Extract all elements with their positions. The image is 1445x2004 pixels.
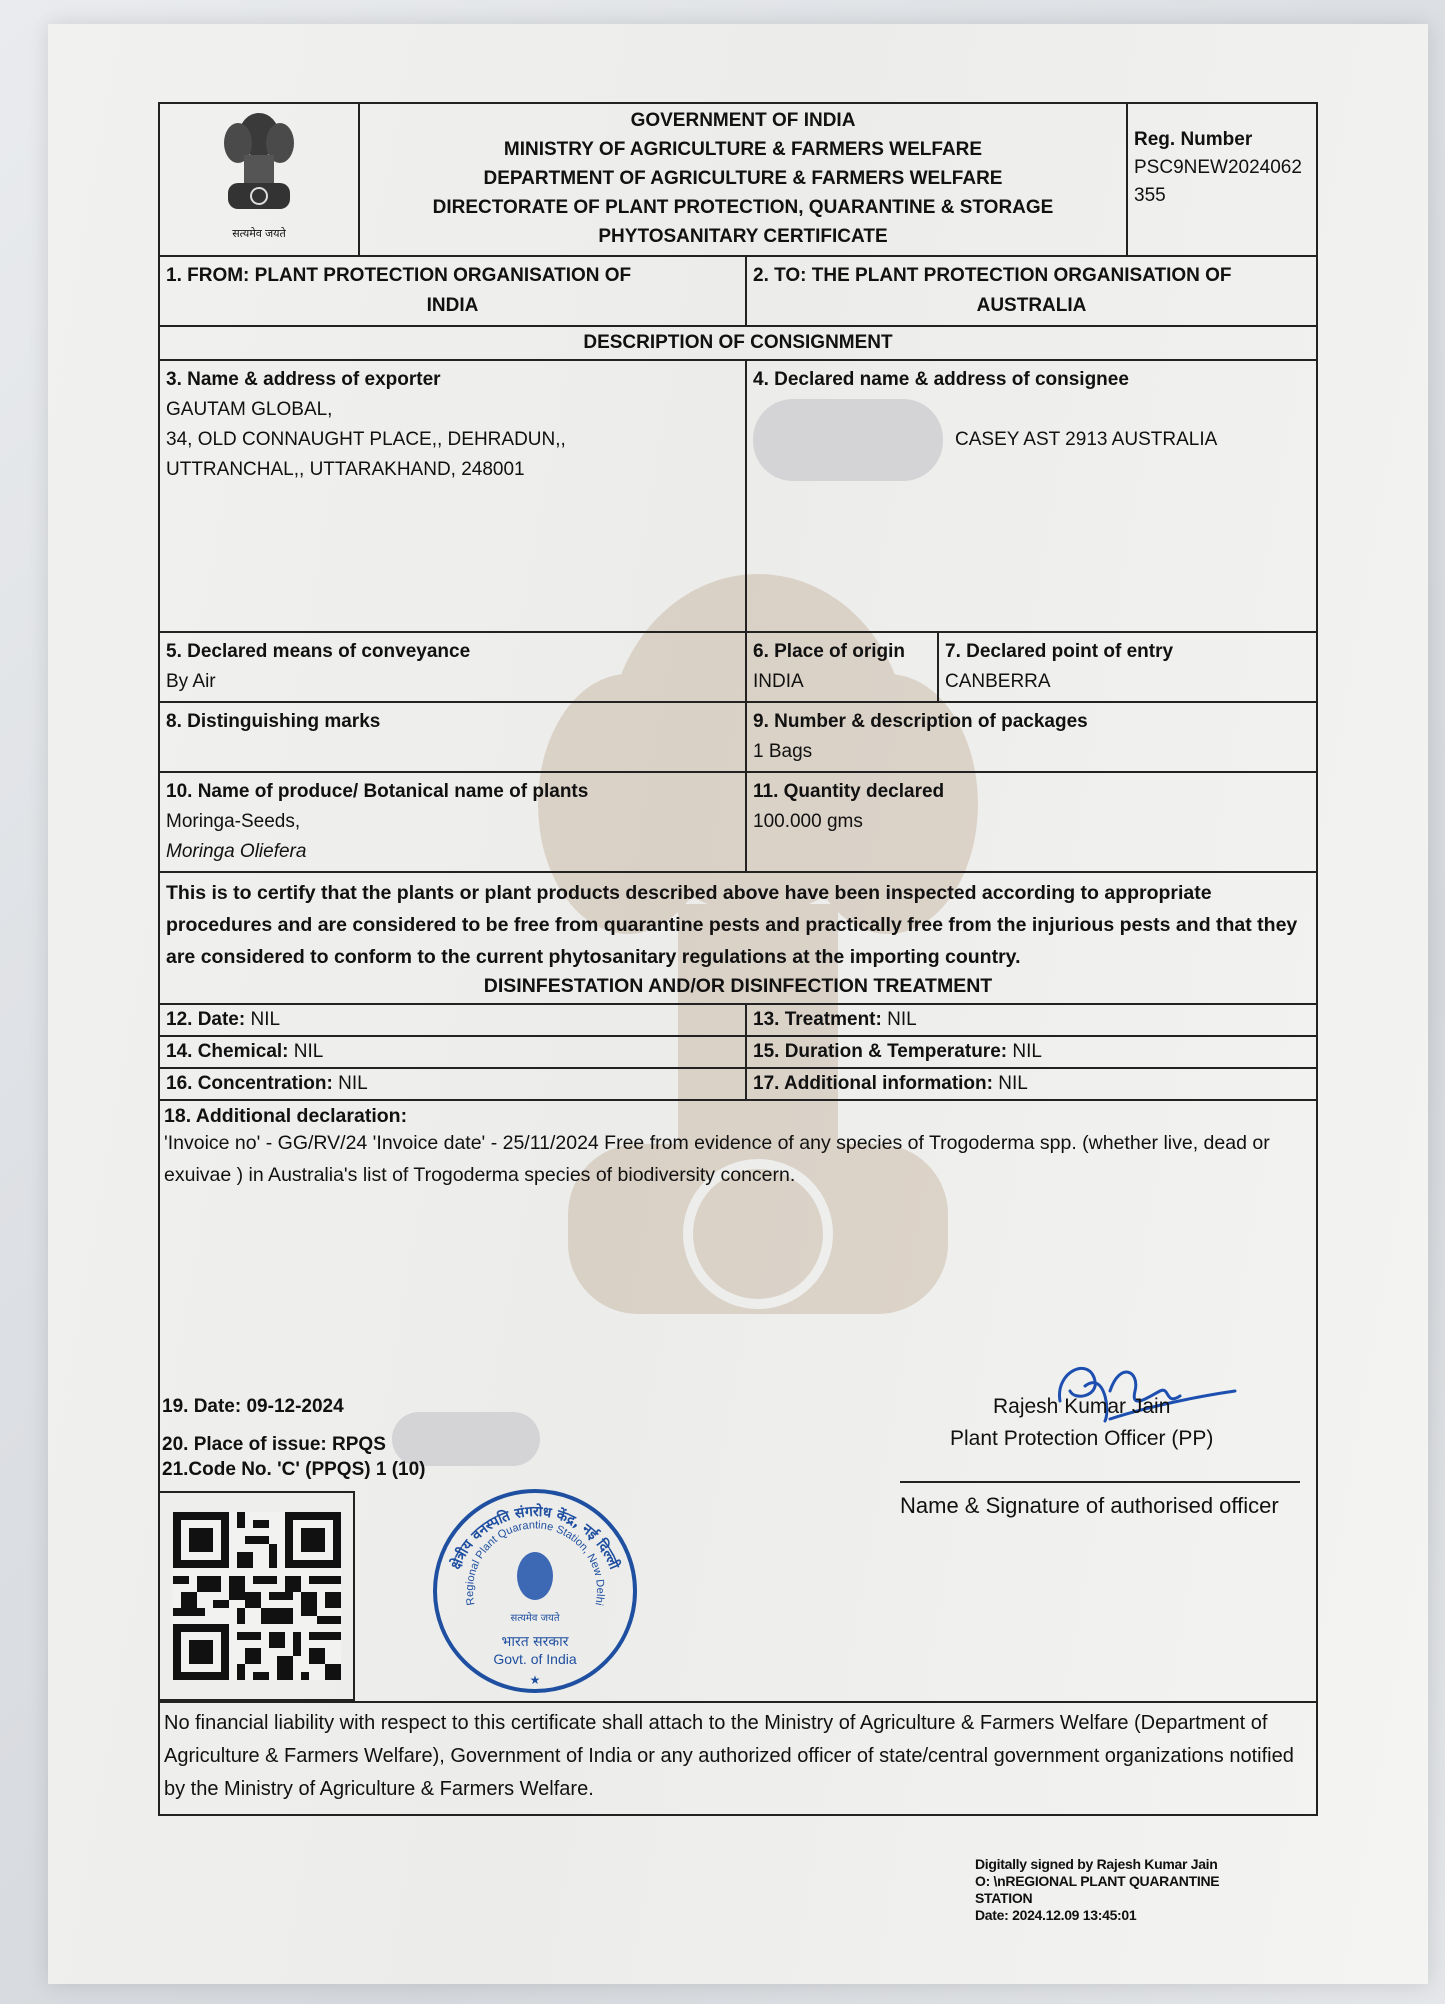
- issue-place-value: RPQS: [332, 1433, 386, 1455]
- consignee-cell: [745, 361, 1316, 631]
- additional-declaration: [160, 1101, 1316, 1195]
- code-label: 21.Code No.: [162, 1459, 272, 1480]
- origin-value: INDIA: [753, 671, 804, 692]
- qr-code-icon: [173, 1511, 341, 1681]
- exporter-label: 3. Name & address of exporter: [166, 369, 441, 390]
- issue-details: [160, 1391, 540, 1485]
- from-to-row: [160, 257, 1316, 327]
- disclaimer-text: No financial liability with respect to this certificate shall attach to the Ministry of Agriculture & Farmers Welfare (Department of Agriculture & Farmers Welfare), Government of India or any authorized officer of state/central government organizations notified by the Ministry of Agriculture & Farmers Welfare.: [164, 1712, 1294, 1800]
- to-label: 2. TO: THE PLANT PROTECTION ORGANISATION OF: [753, 265, 1232, 286]
- origin-label: 6. Place of origin: [753, 641, 906, 662]
- conveyance-origin-entry-row: [160, 633, 1316, 703]
- concentration-value: NIL: [338, 1073, 368, 1094]
- digital-signature-block: [975, 1856, 1219, 1924]
- additional-info-label: 17. Additional information:: [753, 1073, 993, 1094]
- digital-signature-line-1: Digitally signed by Rajesh Kumar Jain: [975, 1856, 1218, 1872]
- additional-declaration-label: 18. Additional declaration:: [164, 1105, 408, 1127]
- exporter-name: GAUTAM GLOBAL,: [166, 399, 333, 420]
- declaration-signature-area: [160, 1101, 1316, 1701]
- stamp-outer-hindi: क्षेत्रीय वनस्पति संगरोध केंद्र, नई दिल्ली: [448, 1503, 623, 1572]
- treatment-row-3: [160, 1069, 1316, 1101]
- quantity-value: 100.000 gms: [753, 811, 863, 832]
- packages-cell: [745, 703, 1316, 771]
- treatment-row-2: [160, 1037, 1316, 1069]
- duration-cell: [745, 1037, 1316, 1067]
- treatment-date-value: NIL: [250, 1009, 281, 1030]
- header-line-government: GOVERNMENT OF INDIA: [630, 110, 856, 131]
- digital-signature-line-2: O: \nREGIONAL PLANT QUARANTINE: [975, 1873, 1220, 1889]
- produce-quantity-row: [160, 773, 1316, 873]
- stamp-star-icon: ★: [529, 1673, 541, 1687]
- treatment-section-title: DISINFESTATION AND/OR DISINFECTION TREATMENT: [483, 975, 993, 997]
- declaration-issue-row: [160, 1101, 1316, 1703]
- issue-date-label: 19. Date:: [162, 1396, 242, 1417]
- header-line-ministry: MINISTRY OF AGRICULTURE & FARMERS WELFARE: [503, 139, 983, 160]
- document-title: PHYTOSANITARY CERTIFICATE: [598, 226, 888, 247]
- origin-cell: [745, 633, 937, 701]
- additional-info-cell: [745, 1069, 1316, 1099]
- conveyance-cell: [160, 633, 745, 701]
- chemical-label: 14. Chemical:: [166, 1041, 289, 1062]
- concentration-cell: [160, 1069, 745, 1099]
- treatment-row-1: [160, 1005, 1316, 1037]
- quantity-cell: [745, 773, 1316, 871]
- entry-cell: [937, 633, 1316, 701]
- digital-signature-line-4: Date: 2024.12.09 13:45:01: [975, 1907, 1137, 1923]
- code-value: 'C' (PPQS) 1 (10): [277, 1459, 426, 1480]
- redacted-consignee-name: [753, 399, 943, 481]
- reg-number-cell: [1126, 104, 1316, 255]
- from-value: INDIA: [426, 295, 479, 316]
- reg-number-value-1: PSC9NEW2024062: [1134, 157, 1302, 178]
- declaration-issue-cell: [160, 1101, 1316, 1701]
- to-cell: [745, 257, 1316, 325]
- reg-number-label: Reg. Number: [1134, 129, 1253, 150]
- chemical-value: NIL: [293, 1041, 324, 1062]
- qr-code-box: [160, 1491, 355, 1701]
- duration-value: NIL: [1012, 1041, 1042, 1062]
- marks-value: [166, 737, 739, 767]
- produce-cell: [160, 773, 745, 871]
- entry-value: CANBERRA: [945, 671, 1051, 692]
- exporter-address-2: UTTRANCHAL,, UTTARAKHAND, 248001: [166, 459, 525, 480]
- consignee-address: CASEY AST 2913 AUSTRALIA: [955, 429, 1218, 450]
- header-line-directorate: DIRECTORATE OF PLANT PROTECTION, QUARANTINE & STORAGE: [432, 197, 1054, 218]
- header-title: [358, 104, 1126, 255]
- treatment-date-cell: [160, 1005, 745, 1035]
- issue-date-value: 09-12-2024: [246, 1396, 344, 1417]
- duration-label: 15. Duration & Temperature:: [753, 1041, 1008, 1062]
- consignment-title-row: [160, 327, 1316, 361]
- signature-line: [900, 1481, 1300, 1483]
- to-value: AUSTRALIA: [976, 295, 1087, 316]
- from-label: 1. FROM: PLANT PROTECTION ORGANISATION OF: [166, 265, 632, 286]
- concentration-label: 16. Concentration:: [166, 1073, 333, 1094]
- disclaimer-row: [160, 1703, 1316, 1814]
- packages-value: 1 Bags: [753, 741, 813, 762]
- officer-block: [950, 1391, 1213, 1455]
- officer-title: Plant Protection Officer (PP): [950, 1427, 1214, 1450]
- signature-caption: Name & Signature of authorised officer: [900, 1493, 1279, 1518]
- consignee-label: 4. Declared name & address of consignee: [753, 369, 1129, 390]
- emblem-motto: सत्यमेव जयते: [232, 228, 286, 240]
- produce-value: Moringa-Seeds,: [166, 811, 301, 832]
- additional-declaration-text: 'Invoice no' - GG/RV/24 'Invoice date' - 25/11/2024 Free from evidence of any species of Trogoderma spp. (whether live, dead or exuivae ) in Australia's list of Trogoderma species of biodiversity concern.: [164, 1132, 1270, 1186]
- digital-signature-line-3: STATION: [975, 1890, 1033, 1906]
- stamp-outer-english: Regional Plant Quarantine Station, New Delhi: [463, 1519, 607, 1607]
- produce-label: 10. Name of produce/ Botanical name of plants: [166, 781, 589, 802]
- certification-cell: [160, 873, 1316, 1003]
- issue-place-label: 20. Place of issue:: [162, 1433, 327, 1455]
- officer-name: Rajesh Kumar Jain: [992, 1395, 1171, 1418]
- header-row: [160, 104, 1316, 257]
- consignment-section-title: DESCRIPTION OF CONSIGNMENT: [583, 332, 893, 353]
- additional-info-value: NIL: [998, 1073, 1028, 1094]
- official-stamp-icon: [430, 1486, 640, 1696]
- entry-label: 7. Declared point of entry: [945, 641, 1174, 662]
- conveyance-value: By Air: [166, 671, 216, 692]
- national-emblem-icon: [214, 109, 304, 217]
- marks-packages-row: [160, 703, 1316, 773]
- certificate-paper: [48, 24, 1428, 1984]
- from-cell: [160, 257, 745, 325]
- certification-text: This is to certify that the plants or plant products described above have been inspected according to appropriate procedures and are considered to be free from quarantine pests and practically free from the injurious pests and that they are considered to conform to the current phytosanitary regulations at the importing country.: [166, 882, 1298, 968]
- treatment-type-label: 13. Treatment:: [753, 1009, 882, 1030]
- certification-row: [160, 873, 1316, 1005]
- stamp-motto: सत्यमेव जयते: [510, 1613, 560, 1624]
- header-line-department: DEPARTMENT OF AGRICULTURE & FARMERS WELFARE: [483, 168, 1003, 189]
- conveyance-label: 5. Declared means of conveyance: [166, 641, 471, 662]
- stamp-inner-hindi: भारत सरकार: [501, 1634, 569, 1650]
- stamp-inner-english: Govt. of India: [493, 1651, 577, 1667]
- exporter-address-1: 34, OLD CONNAUGHT PLACE,, DEHRADUN,,: [166, 429, 566, 450]
- reg-number-value-2: 355: [1134, 185, 1166, 206]
- emblem-cell: [160, 104, 358, 254]
- treatment-date-label: 12. Date:: [166, 1009, 246, 1030]
- exporter-consignee-row: [160, 361, 1316, 633]
- chemical-cell: [160, 1037, 745, 1067]
- quantity-label: 11. Quantity declared: [753, 781, 945, 802]
- treatment-type-cell: [745, 1005, 1316, 1035]
- botanical-name: Moringa Oliefera: [166, 841, 307, 862]
- certificate-form: [158, 102, 1318, 1816]
- packages-label: 9. Number & description of packages: [753, 711, 1088, 732]
- treatment-type-value: NIL: [887, 1009, 917, 1030]
- exporter-cell: [160, 361, 745, 631]
- marks-label: 8. Distinguishing marks: [166, 711, 381, 732]
- marks-cell: [160, 703, 745, 771]
